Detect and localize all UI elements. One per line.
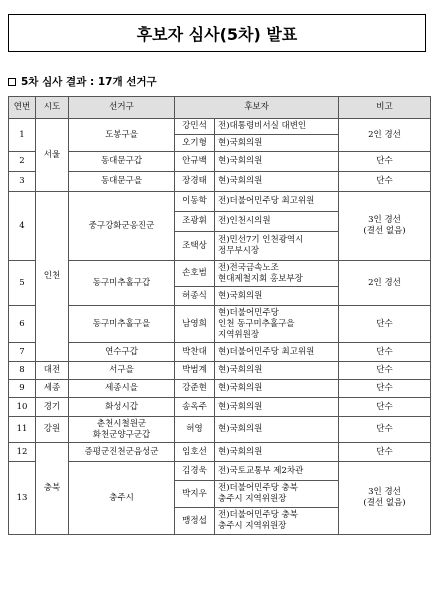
- header-candidate: 후보자: [175, 97, 339, 119]
- candidate-career: 전)인천시의원: [215, 212, 339, 232]
- row-number: 13: [9, 462, 36, 535]
- district-cell: 증평군진천군음성군: [69, 443, 175, 462]
- candidate-name: 맹정섭: [175, 508, 215, 535]
- district-cell: 동대문구갑: [69, 152, 175, 172]
- district-cell: 서구을: [69, 362, 175, 380]
- candidate-career: 전)더불어민주당 충북 충주시 지역위원장: [215, 481, 339, 508]
- candidate-career: 전)국토교통부 제2차관: [215, 462, 339, 481]
- table-row: [9, 152, 431, 172]
- header-region: 시도: [36, 97, 69, 119]
- table-row: [9, 462, 431, 481]
- candidate-name: 임호선: [175, 443, 215, 462]
- candidate-name: 강준현: [175, 380, 215, 398]
- candidate-career: 현)국회의원: [215, 417, 339, 443]
- table-row: [9, 362, 431, 380]
- region-cell: 충북: [36, 443, 69, 535]
- header-note: 비고: [339, 97, 431, 119]
- table-row: [9, 343, 431, 362]
- candidate-career: 전)더불어민주당 최고위원: [215, 192, 339, 212]
- table-row: [9, 172, 431, 192]
- candidate-name: 손호범: [175, 261, 215, 287]
- table-row: [9, 306, 431, 343]
- candidate-career: 현)국회의원: [215, 362, 339, 380]
- table-row: [9, 443, 431, 462]
- candidate-name: 조택상: [175, 232, 215, 261]
- table-row: [9, 398, 431, 417]
- district-cell: 동대문구을: [69, 172, 175, 192]
- candidate-name: 안규백: [175, 152, 215, 172]
- row-number: 10: [9, 398, 36, 417]
- candidate-name: 박범계: [175, 362, 215, 380]
- note-cell: 단수: [339, 362, 431, 380]
- district-cell: 도봉구을: [69, 119, 175, 152]
- district-cell: 춘천시철원군 화천군양구군갑: [69, 417, 175, 443]
- table-row: [9, 380, 431, 398]
- section-heading: [8, 74, 157, 89]
- region-cell: 강원: [36, 417, 69, 443]
- note-cell: 3인 경선 (결선 없음): [339, 462, 431, 535]
- note-cell: 3인 경선 (결선 없음): [339, 192, 431, 261]
- note-cell: 단수: [339, 398, 431, 417]
- candidate-name: 남영희: [175, 306, 215, 343]
- row-number: 9: [9, 380, 36, 398]
- note-cell: 단수: [339, 443, 431, 462]
- candidate-name: 장경태: [175, 172, 215, 192]
- candidate-career: 전)더불어민주당 충북 충주시 지역위원장: [215, 508, 339, 535]
- header-district: 선거구: [69, 97, 175, 119]
- note-cell: 2인 경선: [339, 119, 431, 152]
- district-cell: 동구미추홀구갑: [69, 261, 175, 306]
- table-row: [9, 417, 431, 443]
- row-number: 1: [9, 119, 36, 152]
- table-row: [9, 261, 431, 287]
- row-number: 8: [9, 362, 36, 380]
- candidate-name: 이동학: [175, 192, 215, 212]
- district-cell: 충주시: [69, 462, 175, 535]
- square-bullet-icon: [8, 78, 16, 86]
- district-cell: 동구미추홀구을: [69, 306, 175, 343]
- candidate-career: 현)더불어민주당 인천 동구미추홀구을 지역위원장: [215, 306, 339, 343]
- region-cell: 인천: [36, 192, 69, 362]
- candidate-career: 전)대통령비서실 대변인: [215, 119, 339, 135]
- candidate-career: 현)국회의원: [215, 398, 339, 417]
- candidate-name: 박찬대: [175, 343, 215, 362]
- district-cell: 화성시갑: [69, 398, 175, 417]
- candidate-career: 현)국회의원: [215, 287, 339, 306]
- district-cell: 중구강화군옹진군: [69, 192, 175, 261]
- table-body: [9, 119, 431, 535]
- candidate-name: 김경욱: [175, 462, 215, 481]
- results-table: [8, 96, 431, 535]
- candidate-career: 전)민선7기 인천광역시 정무부시장: [215, 232, 339, 261]
- row-number: 5: [9, 261, 36, 306]
- candidate-name: 박지우: [175, 481, 215, 508]
- row-number: 12: [9, 443, 36, 462]
- district-cell: 세종시을: [69, 380, 175, 398]
- row-number: 11: [9, 417, 36, 443]
- region-cell: 세종: [36, 380, 69, 398]
- candidate-career: 현)국회의원: [215, 152, 339, 172]
- table-header-row: [9, 97, 431, 119]
- candidate-name: 허종식: [175, 287, 215, 306]
- region-cell: 서울: [36, 119, 69, 192]
- note-cell: 단수: [339, 380, 431, 398]
- candidate-name: 허영: [175, 417, 215, 443]
- candidate-name: 조광휘: [175, 212, 215, 232]
- note-cell: 단수: [339, 172, 431, 192]
- note-cell: 단수: [339, 306, 431, 343]
- region-cell: 대전: [36, 362, 69, 380]
- candidate-career: 현)국회의원: [215, 172, 339, 192]
- row-number: 7: [9, 343, 36, 362]
- note-cell: 단수: [339, 152, 431, 172]
- candidate-name: 오기형: [175, 135, 215, 152]
- table-row: [9, 192, 431, 212]
- note-cell: 단수: [339, 343, 431, 362]
- candidate-name: 강민석: [175, 119, 215, 135]
- candidate-career: 현)국회의원: [215, 443, 339, 462]
- district-cell: 연수구갑: [69, 343, 175, 362]
- table-row: [9, 119, 431, 135]
- page-title-box: [8, 14, 426, 52]
- candidate-career: 현)국회의원: [215, 135, 339, 152]
- candidate-career: 현)국회의원: [215, 380, 339, 398]
- section-heading-text: 5차 심사 결과 : 17개 선거구: [21, 76, 157, 88]
- row-number: 2: [9, 152, 36, 172]
- page-title: 후보자 심사(5차) 발표: [136, 24, 298, 44]
- candidate-career: 현)더불어민주당 최고위원: [215, 343, 339, 362]
- header-num: 연번: [9, 97, 36, 119]
- note-cell: 단수: [339, 417, 431, 443]
- candidate-name: 송옥주: [175, 398, 215, 417]
- row-number: 3: [9, 172, 36, 192]
- candidate-career: 전)전국금속노조 현대제철지회 홍보부장: [215, 261, 339, 287]
- note-cell: 2인 경선: [339, 261, 431, 306]
- row-number: 4: [9, 192, 36, 261]
- region-cell: 경기: [36, 398, 69, 417]
- row-number: 6: [9, 306, 36, 343]
